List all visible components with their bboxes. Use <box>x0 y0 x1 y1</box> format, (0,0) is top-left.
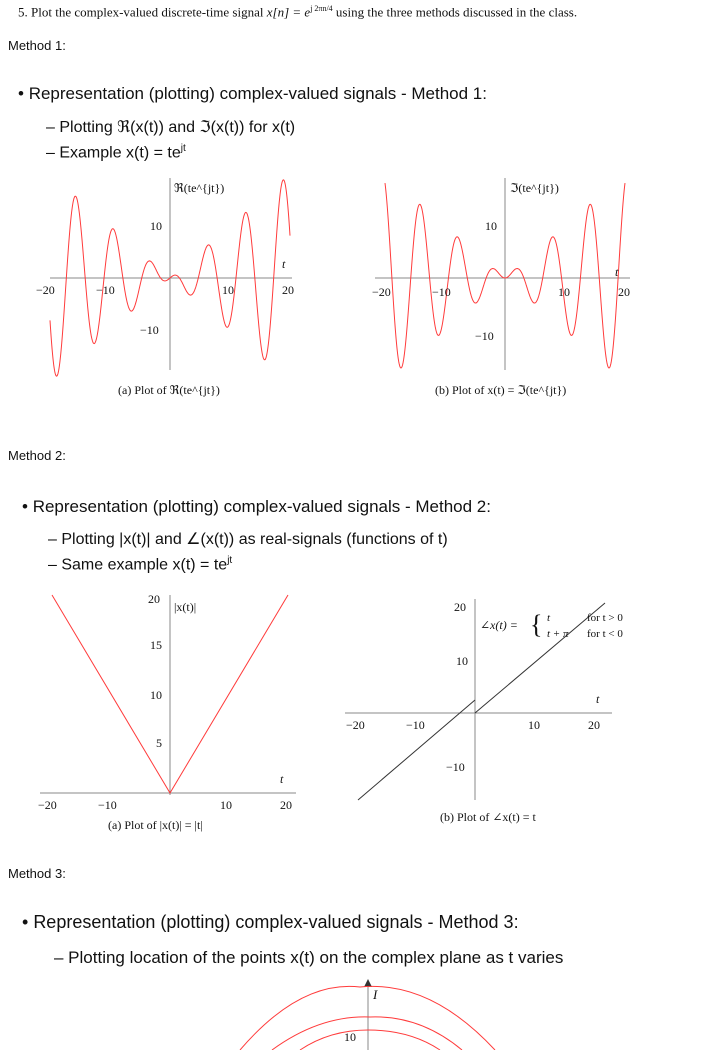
plot1b-xtick: −10 <box>432 285 451 299</box>
plot2b-caption: (b) Plot of ∠x(t) = t <box>440 810 536 824</box>
plot2b-xtick: 20 <box>588 718 600 732</box>
plot2a-xtick: 10 <box>220 798 232 812</box>
plot2b-ytick: 10 <box>456 654 468 668</box>
plot2b-xlabel: t <box>596 692 600 706</box>
plot1b-ylabel: ℑ(te^{jt}) <box>510 181 559 195</box>
plot1b-xtick: 10 <box>558 285 570 299</box>
plot2b <box>345 599 623 824</box>
method3-bullet: • Representation (plotting) complex-valued signals - Method 3: <box>22 912 519 932</box>
plot1a-ytick: 10 <box>150 219 162 233</box>
plot1a-xtick: 10 <box>222 283 234 297</box>
plot2a-ytick: 20 <box>148 592 160 606</box>
plot1a-xlabel: t <box>282 257 286 271</box>
signal-expression: x[n] = e <box>266 4 311 20</box>
plot2b-case1-cond: for t > 0 <box>587 612 623 624</box>
plot2b-xtick: 10 <box>528 718 540 732</box>
plot2a-xtick: −20 <box>38 798 57 812</box>
method3-sub1: – Plotting location of the points x(t) on the complex plane as t varies <box>54 948 564 967</box>
plot1b-caption: (b) Plot of x(t) = ℑ(te^{jt}) <box>435 383 567 397</box>
plot1a <box>36 178 294 397</box>
method2-bullet: • Representation (plotting) complex-valued signals - Method 2: <box>22 497 491 516</box>
method3-axis-label: I <box>373 987 378 1002</box>
plot2b-ytick: 20 <box>454 600 466 614</box>
problem-statement: 5. Plot the complex-valued discrete-time signal $x[n] = e^{j 2\pi n/4}$ using the three methods discussed in the class. <box>18 4 578 20</box>
method1-sub1: – Plotting ℜ(x(t)) and ℑ(x(t)) for x(t) <box>46 119 296 136</box>
signal-exponent: j 2πn/4 <box>310 4 333 13</box>
plot2b-brace: { <box>530 610 543 639</box>
plot2b-xtick: −10 <box>406 718 425 732</box>
plot2b-line-negative <box>358 700 475 800</box>
plot2a-xtick: 20 <box>280 798 292 812</box>
plot1a-xtick: −10 <box>96 283 115 297</box>
plot2a-xtick: −10 <box>98 798 117 812</box>
plot1b-ytick: −10 <box>475 329 494 343</box>
method2-label: Method 2: <box>8 448 66 463</box>
method1-plots <box>0 170 706 410</box>
method1-label: Method 1: <box>8 38 66 53</box>
method2-sub2: – Same example $x(t) = te^{jt}$ <box>48 555 233 574</box>
plot1b-xlabel: t <box>615 265 619 279</box>
method3-spiral-mid <box>272 1017 462 1050</box>
plot2a-ylabel: |x(t)| <box>174 600 197 614</box>
method2-sub1: – Plotting |x(t)| and ∠(x(t)) as real-signals (functions of t) <box>48 531 448 548</box>
plot1a-xtick: −20 <box>36 283 55 297</box>
plot1a-xtick: 20 <box>282 283 294 297</box>
plot1b-xtick: 20 <box>618 285 630 299</box>
plot1b <box>372 178 630 397</box>
method3-plot <box>0 975 706 1050</box>
plot2b-case2-val: t + π <box>547 628 569 640</box>
plot2b-ytick: −10 <box>446 760 465 774</box>
plot1a-ylabel: ℜ(te^{jt}) <box>174 181 225 195</box>
method1-sub2: – Example $x(t) = te^{jt}$ <box>46 143 186 162</box>
plot1b-ytick: 10 <box>485 219 497 233</box>
method2-plots <box>0 585 706 835</box>
plot2a-xlabel: t <box>280 772 284 786</box>
plot1a-caption: (a) Plot of ℜ(te^{jt}) <box>118 383 220 397</box>
plot2a-ytick: 15 <box>150 638 162 652</box>
method3-spiral-inner <box>300 1030 440 1050</box>
plot2a <box>38 592 296 832</box>
plot2a-caption: (a) Plot of |x(t)| = |t| <box>108 818 203 832</box>
plot2a-ytick: 10 <box>150 688 162 702</box>
method1-bullet: • Representation (plotting) complex-valued signals - Method 1: <box>18 84 487 103</box>
method3-ytick: 10 <box>344 1030 356 1044</box>
plot1b-xtick: −20 <box>372 285 391 299</box>
plot2b-eq-lhs: ∠x(t) = <box>480 618 518 632</box>
method3-label: Method 3: <box>8 866 66 881</box>
plot2b-case2-cond: for t < 0 <box>587 628 623 640</box>
plot1a-ytick: −10 <box>140 323 159 337</box>
method3-y-arrow <box>364 979 372 987</box>
plot2b-case1-val: t <box>547 612 551 624</box>
plot2b-xtick: −20 <box>346 718 365 732</box>
plot2a-ytick: 5 <box>156 736 162 750</box>
